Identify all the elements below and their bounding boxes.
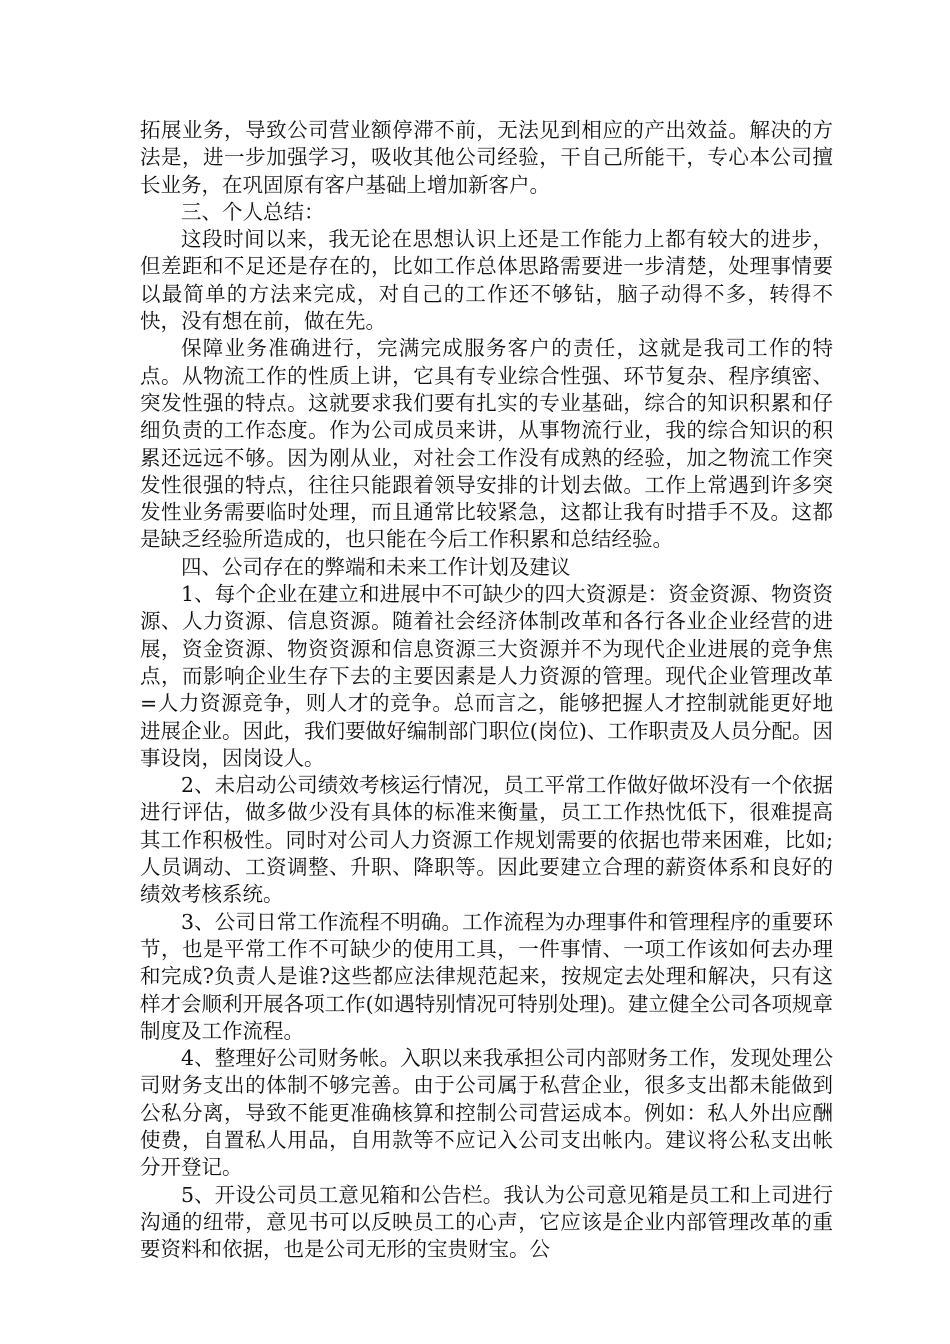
- paragraph-continuation: 拓展业务，导致公司营业额停滞不前，无法见到相应的产出效益。解决的方法是，进一步加强学习，吸收其他公司经验，干自己所能干，专心本公司擅长业务，在巩固原有客户基础上增加新客户。: [140, 118, 833, 197]
- paragraph-business-features: 保障业务准确进行，完满完成服务客户的责任，这就是我司工作的特点。从物流工作的性质上讲，它具有专业综合性强、环节复杂、程序缜密、突发性强的特点。这就要求我们要有扎实的专业基础，综合的知识积累和仔细负责的工作态度。作为公司成员来讲，从事物流行业，我的综合知识的积累还远远不够。因为刚从业，对社会工作没有成熟的经验，加之物流工作突发性很强的特点，往往只能跟着领导安排的计划去做。工作上常遇到许多突发性业务需要临时处理，而且通常比较紧急，这都让我有时措手不及。这都是缺乏经验所造成的，也只能在今后工作积累和总结经验。: [140, 336, 833, 552]
- section-heading-issues-and-plans: 四、公司存在的弊端和未来工作计划及建议: [181, 554, 571, 579]
- document-page: [140, 117, 833, 1263]
- paragraph-item-5: 5、开设公司员工意见箱和公告栏。我认为公司意见箱是员工和上司进行沟通的纽带，意见书可以反映员工的心声，它应该是企业内部管理改革的重要资料和依据，也是公司无形的宝贵财宝。公: [140, 1182, 833, 1262]
- section-heading-personal-summary: 三、个人总结：: [181, 199, 325, 224]
- paragraph-item-2: 2、未启动公司绩效考核运行情况，员工平常工作做好做坏没有一个依据进行评估，做多做少没有具体的标准来衡量，员工工作热忱低下，很难提高其工作积极性。同时对公司人力资源工作规划需要的依据也带来困难，比如;人员调动、工资调整、升职、降职等。因此要建立合理的薪资体系和良好的绩效考核系统。: [140, 773, 833, 907]
- paragraph-item-1: 1、每个企业在建立和进展中不可缺少的四大资源是：资金资源、物资资源、人力资源、信息资源。随着社会经济体制改革和各行各业企业经营的进展，资金资源、物资资源和信息资源三大资源并不为现代企业进展的竞争焦点，而影响企业生存下去的主要因素是人力资源的管理。现代企业管理改革=人力资源竞争，则人才的竞争。总而言之，能够把握人才控制就能更好地进展企业。因此，我们要做好编制部门职位(岗位)、工作职责及人员分配。因事设岗，因岗设人。: [140, 582, 833, 770]
- paragraph-personal-progress: 这段时间以来，我无论在思想认识上还是工作能力上都有较大的进步，但差距和不足还是存在的，比如工作总体思路需要进一步清楚，处理事情要以最简单的方法来完成，对自己的工作还不够钻，脑子动得不多，转得不快，没有想在前，做在先。: [140, 227, 833, 334]
- paragraph-item-4: 4、整理好公司财务帐。入职以来我承担公司内部财务工作，发现处理公司财务支出的体制不够完善。由于公司属于私营企业，很多支出都未能做到公私分离，导致不能更准确核算和控制公司营运成本。例如：私人外出应酬使费，自置私人用品，自用款等不应记入公司支出帐内。建议将公私支出帐分开登记。: [140, 1046, 833, 1180]
- paragraph-item-3: 3、公司日常工作流程不明确。工作流程为办理事件和管理程序的重要环节，也是平常工作不可缺少的使用工具，一件事情、一项工作该如何去办理和完成?负责人是谁?这些都应法律规范起来，按规定去处理和解决，只有这样才会顺利开展各项工作(如遇特别情况可特别处理)。建立健全公司各项规章制度及工作流程。: [140, 909, 833, 1043]
